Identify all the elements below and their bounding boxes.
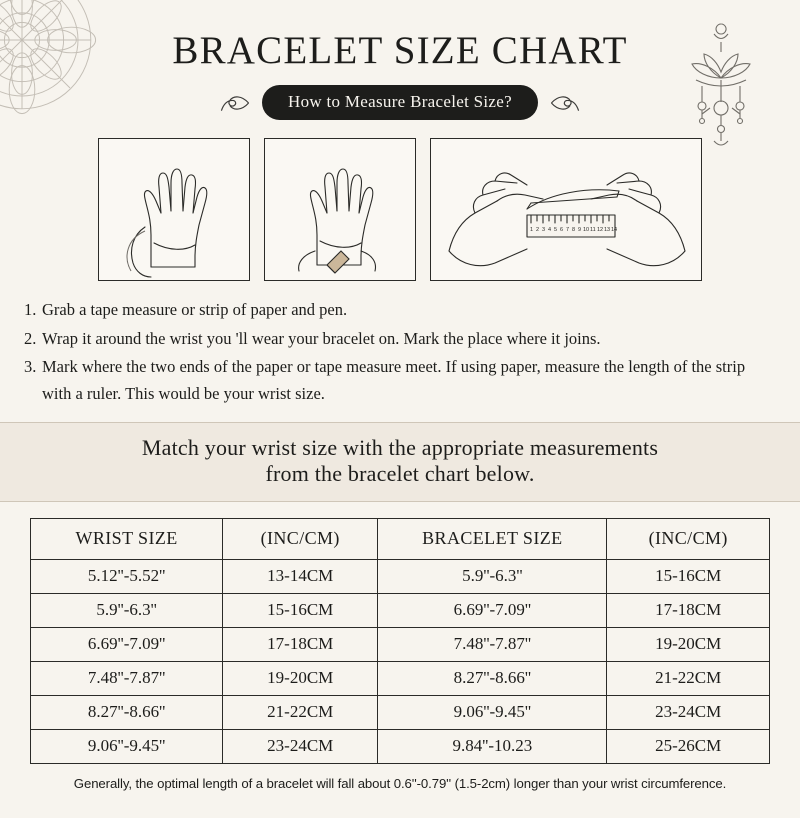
illustration-row (0, 138, 800, 281)
table-row (31, 627, 770, 661)
footnote-text: Generally, the optimal length of a bracelet will fall about 0.6''-0.79'' (1.5-2cm) longer than your wrist circumference. (73, 775, 727, 791)
list-item (24, 297, 772, 324)
cell-wrist-inch: 8.27''-8.66'' (31, 695, 223, 729)
cell-bracelet-inch: 7.48''-7.87'' (378, 627, 607, 661)
cell-wrist-cm: 13-14CM (223, 559, 378, 593)
cell-wrist-cm: 19-20CM (223, 661, 378, 695)
svg-text:8: 8 (572, 227, 576, 233)
list-item (24, 354, 772, 407)
step-text: Grab a tape measure or strip of paper and pen. (42, 300, 348, 319)
svg-text:13: 13 (604, 227, 611, 233)
cell-bracelet-cm: 21-22CM (607, 661, 770, 695)
svg-text:6: 6 (560, 227, 564, 233)
step-number: 2. (24, 328, 37, 348)
table-header-wrist-size: WRIST SIZE (31, 518, 223, 559)
bracelet-size-chart-page (0, 18, 800, 818)
table-row (31, 559, 770, 593)
svg-text:3: 3 (542, 227, 546, 233)
band-line-2: from the bracelet chart below. (265, 460, 535, 486)
cell-wrist-cm: 23-24CM (223, 729, 378, 763)
svg-text:7: 7 (566, 227, 570, 233)
cell-wrist-inch: 9.06''-9.45'' (31, 729, 223, 763)
cell-bracelet-cm: 19-20CM (607, 627, 770, 661)
cell-bracelet-cm: 25-26CM (607, 729, 770, 763)
hand-with-paper-strip-illustration (264, 138, 416, 281)
step-text: Wrap it around the wrist you 'll wear your bracelet on. Mark the place where it joins. (42, 328, 601, 348)
hands-measuring-strip-with-ruler-illustration (430, 138, 702, 281)
svg-text:9: 9 (578, 227, 582, 233)
table-header-wrist-units: (INC/CM) (223, 518, 378, 559)
cell-bracelet-inch: 8.27''-8.66'' (378, 661, 607, 695)
subtitle-badge: How to Measure Bracelet Size? (262, 85, 538, 120)
table-row (31, 661, 770, 695)
flourish-right-icon (548, 90, 582, 116)
cell-bracelet-inch: 6.69''-7.09'' (378, 593, 607, 627)
table-header-row (31, 518, 770, 559)
svg-text:11: 11 (590, 227, 596, 233)
cell-bracelet-cm: 17-18CM (607, 593, 770, 627)
cell-wrist-inch: 7.48''-7.87'' (31, 661, 223, 695)
svg-text:4: 4 (548, 227, 552, 233)
step-number: 1. (24, 300, 37, 319)
cell-bracelet-cm: 15-16CM (607, 559, 770, 593)
cell-wrist-inch: 5.9''-6.3'' (31, 593, 223, 627)
match-instruction-band (0, 422, 800, 502)
instruction-steps (24, 297, 772, 408)
svg-text:2: 2 (536, 227, 540, 233)
svg-text:10: 10 (583, 227, 590, 233)
band-line-1: Match your wrist size with the appropriate measurements (141, 434, 659, 460)
cell-wrist-inch: 5.12''-5.52'' (31, 559, 223, 593)
cell-bracelet-inch: 5.9''-6.3'' (378, 559, 607, 593)
subtitle-row (0, 85, 800, 120)
svg-text:5: 5 (554, 227, 558, 233)
svg-text:12: 12 (597, 227, 604, 233)
size-table (30, 518, 770, 764)
cell-wrist-cm: 17-18CM (223, 627, 378, 661)
list-item (24, 326, 772, 353)
cell-wrist-inch: 6.69''-7.09'' (31, 627, 223, 661)
hand-with-tape-measure-illustration (98, 138, 250, 281)
table-header-bracelet-units: (INC/CM) (607, 518, 770, 559)
cell-wrist-cm: 15-16CM (223, 593, 378, 627)
table-header-bracelet-size: BRACELET SIZE (378, 518, 607, 559)
cell-bracelet-inch: 9.06''-9.45'' (378, 695, 607, 729)
table-row (31, 695, 770, 729)
cell-wrist-cm: 21-22CM (223, 695, 378, 729)
table-row (31, 593, 770, 627)
cell-bracelet-inch: 9.84''-10.23 (378, 729, 607, 763)
table-row (31, 729, 770, 763)
step-number: 3. (24, 357, 37, 377)
flourish-left-icon (218, 90, 252, 116)
svg-text:1: 1 (530, 227, 534, 233)
step-text: Mark where the two ends of the paper or tape measure meet. If using paper, measure the length of the strip with a ruler. This would be your wrist size. (42, 357, 746, 404)
cell-bracelet-cm: 23-24CM (607, 695, 770, 729)
svg-text:14: 14 (611, 227, 618, 233)
page-title: BRACELET SIZE CHART (172, 29, 628, 72)
